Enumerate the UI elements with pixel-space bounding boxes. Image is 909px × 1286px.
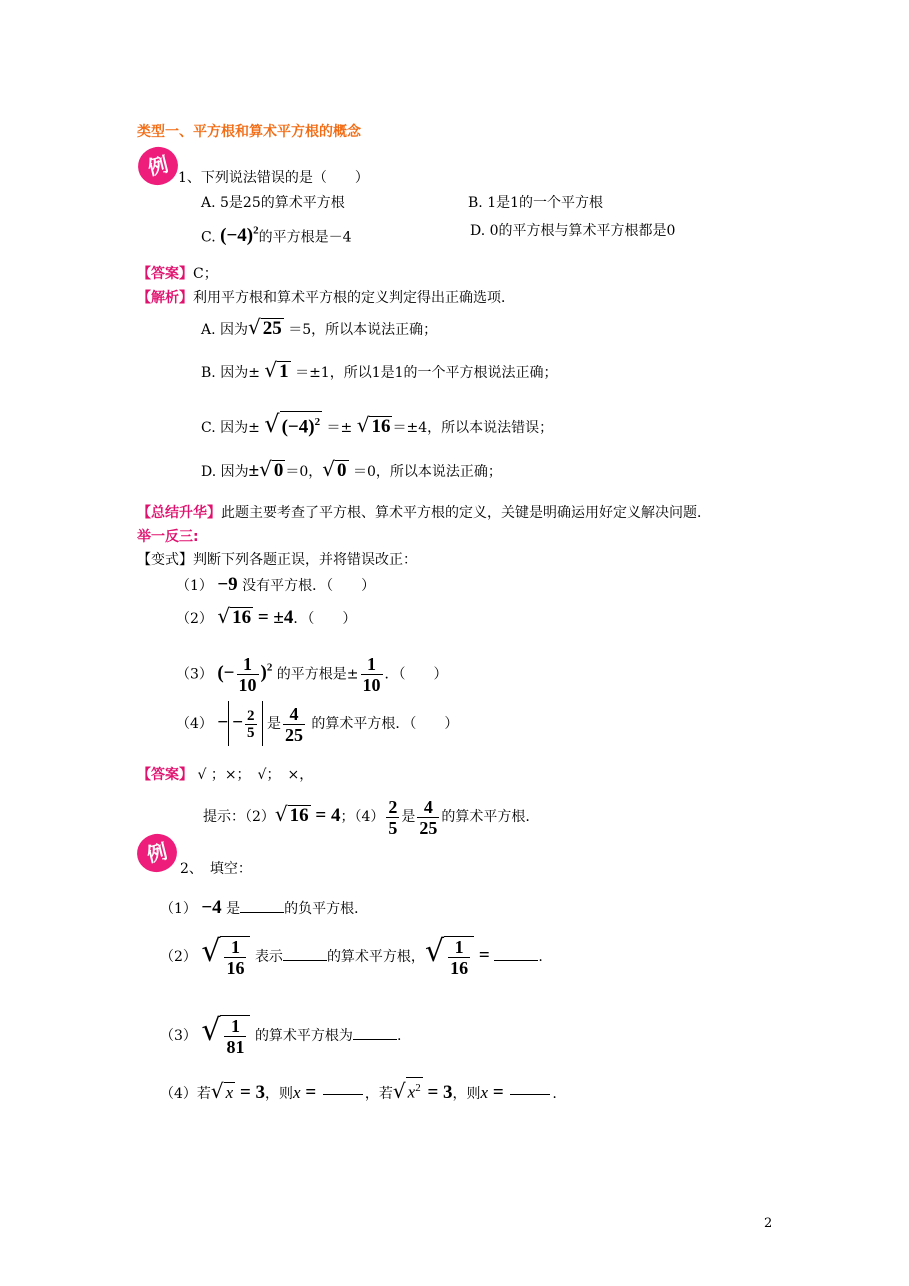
example-badge: 例 (134, 143, 182, 190)
fraction-1-10: $\frac{1}{10}$ (238, 653, 257, 695)
fraction-1-10-b: $\frac{1}{10}$ (362, 653, 381, 695)
ex2-q2: （2） √ $\frac{1}{16}$ 表示 的算术平方根，√ $\frac{1}{16}$ = . (160, 934, 543, 978)
hint-is: 是 (401, 809, 416, 825)
ex1-answer (137, 265, 218, 283)
summary (137, 504, 711, 522)
variant-item-1: （1） −9 没有平方根．（ ） (176, 574, 376, 595)
variant-2-text: ．（ ） (293, 611, 357, 627)
variant-1-text: 没有平方根．（ ） (242, 578, 376, 594)
variant-label: 【变式】 (137, 552, 193, 568)
blank-4b[interactable] (510, 1094, 550, 1095)
line-a-text: ＝5，所以本说法正确； (288, 322, 438, 338)
variant-answer (137, 766, 313, 784)
summary-text: 此题主要考查了平方根、算术平方根的定义，关键是明确运用好定义解决问题． (221, 505, 711, 521)
line-d-text: ＝0，所以本说法正确； (352, 464, 502, 480)
variant-answer-label: 【答案】 (137, 767, 193, 783)
fraction-2-5-hint: $\frac{2}{5}$ (388, 796, 398, 838)
analysis-text: 利用平方根和算术平方根的定义判定得出正确选项． (193, 290, 515, 306)
ex1-option-a: A. 5是25的算术平方根 (201, 195, 345, 211)
line-c-text: ＝±4，所以本说法错误； (392, 420, 554, 436)
ex2-stem: 2、 填空： (180, 861, 252, 877)
practice-label: 举一反三: (137, 529, 199, 545)
section-title: 类型一、平方根和算术平方根的概念 (137, 124, 361, 140)
fraction-4-25-hint: $\frac{4}{25}$ (419, 796, 438, 838)
hint-tail: 的算术平方根. (441, 809, 530, 825)
q1-text: 的负平方根． (284, 901, 369, 917)
variant-hint: 提示：（2）√ 16 = 4；（4） $\frac{2}{5}$ 是 $\frac{4}{25}$ 的算术平方根. (203, 796, 530, 838)
variant-text: 判断下列各题正误，并将错误改正： (193, 552, 417, 568)
line-b-text: ＝±1，所以1是1的一个平方根说法正确； (295, 365, 558, 381)
expr-neg4-squared: $(-4)^2$ (220, 225, 259, 247)
fraction-2-5: $\frac{2}{5}$ (247, 707, 255, 741)
ex1-option-c: C. $(-4)^2$的平方根是－4 (201, 225, 352, 247)
variant-answer-marks: √ ；×； √； ×， (197, 767, 314, 783)
variant-item-4: （4） − − $\frac{2}{5}$ 是 $\frac{4}{25}$ 的算术平方根．（ ） (176, 701, 458, 746)
analysis-label: 【解析】 (137, 290, 193, 306)
analysis-line-b: B. 因为± √ 1 ＝±1，所以1是1的一个平方根说法正确； (201, 358, 558, 382)
variant (137, 551, 417, 569)
ex1-option-b: B. 1是1的一个平方根 (468, 195, 604, 211)
variant-4-mid: 是 (266, 716, 281, 732)
q2-mid2: 的算术平方根， (326, 949, 425, 965)
analysis-line-c: C. 因为± √ $(-4)^2$ ＝± √ 16 ＝±4，所以本说法错误； (201, 410, 554, 438)
fraction-1-16-b: $\frac{1}{16}$ (450, 936, 469, 978)
page-number: 2 (764, 1216, 773, 1231)
hint-prefix: 提示：（2） (203, 809, 275, 825)
q4-then: ，则 (265, 1086, 294, 1102)
variant-item-3: （3） (− $\frac{1}{10}$ )$^2$ 的平方根是± $\frac{1}{10}$ ．（ ） (176, 653, 448, 695)
variant-item-2: （2） √ 16 = ±4．（ ） (176, 604, 357, 628)
answer-text: C； (193, 266, 218, 282)
analysis-line-a: A. 因为√ 25 ＝5，所以本说法正确； (201, 315, 438, 339)
option-c-text: 的平方根是－4 (258, 229, 352, 246)
fraction-1-16: $\frac{1}{16}$ (226, 936, 245, 978)
blank-3[interactable] (353, 1039, 397, 1040)
fraction-4-25: $\frac{4}{25}$ (284, 703, 303, 745)
blank-2b[interactable] (494, 960, 538, 961)
ex2-q1: （1） −4 是 的负平方根． (160, 897, 369, 918)
blank-1[interactable] (240, 912, 284, 913)
q4-if: ，若 (364, 1086, 393, 1102)
ex1-stem: 1、下列说法错误的是（ ） (178, 170, 369, 186)
ex2-q4: （4）若√ x = 3，则x = ，若√ $x^2 = 3$，则x = . (160, 1079, 557, 1103)
variant-4-text: 的算术平方根．（ ） (311, 716, 459, 732)
blank-2a[interactable] (283, 960, 327, 961)
q2-mid: 表示 (254, 949, 283, 965)
q4-prefix: （4）若 (160, 1086, 211, 1102)
ex1-analysis (137, 289, 515, 307)
blank-4a[interactable] (323, 1094, 363, 1095)
q4-then2: ，则 (452, 1086, 481, 1102)
answer-label: 【答案】 (137, 266, 193, 282)
ex1-option-d: D. 0的平方根与算术平方根都是0 (470, 223, 676, 239)
variant-3-text: ．（ ） (384, 666, 448, 683)
ex2-q3: （3） √ $\frac{1}{81}$ 的算术平方根为 . (160, 1013, 402, 1057)
fraction-1-81: $\frac{1}{81}$ (226, 1015, 245, 1057)
variant-3-mid: 的平方根是± (276, 666, 359, 683)
q3-text: 的算术平方根为 (254, 1028, 353, 1044)
example-badge-2: 例 (133, 830, 181, 877)
summary-label: 【总结升华】 (137, 505, 221, 521)
analysis-line-d: D. 因为±√ 0 ＝0，√ 0 ＝0，所以本说法正确； (201, 457, 502, 481)
hint-mid: ；（4） (340, 809, 385, 825)
